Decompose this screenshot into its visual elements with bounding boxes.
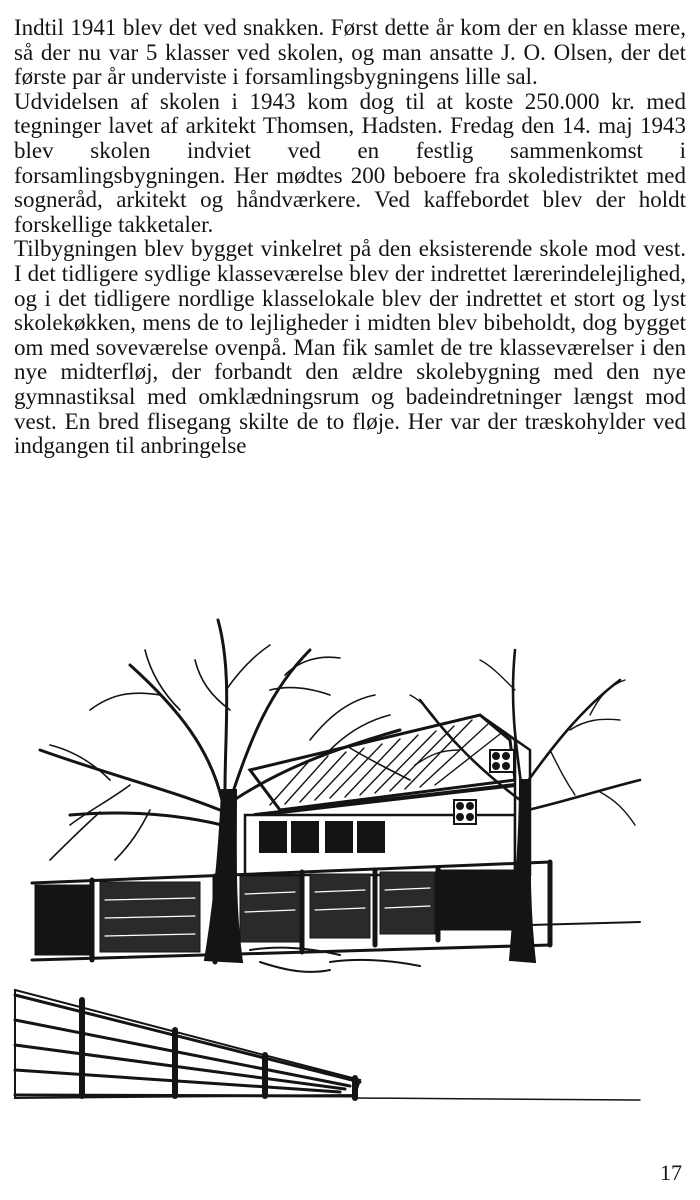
- page-number: 17: [660, 1160, 682, 1185]
- foreground-fence: [15, 990, 640, 1100]
- garden-fence: [32, 862, 640, 962]
- body-text: [14, 16, 686, 459]
- paragraph-3: Tilbygningen blev bygget vinkelret på den eksisterende skole mod vest. I det tidligere sydlige klasseværelse blev der indrettet lærerindelejlighed, og i det tidligere nordlige klasselokale blev der indrettet et stort og lyst skolekøkken, mens de to lejligheder i midten blev bibeholdt, dog bygget om med soveværelse ovenpå. Man fik samlet de tre klasseværelser i den nye midterfløj, der forbandt den ældre skolebygning med den nye gymnastiksal med omklædningsrum og badeindretninger længst mod vest. En bred flisegang skilte de to fløje. Her var der træskohylder ved indgangen til anbringelse: [14, 236, 686, 459]
- school-ink-drawing: [10, 600, 650, 1120]
- paragraph-2: Udvidelsen af skolen i 1943 kom dog til at koste 250.000 kr. med tegninger lavet af arkitekt Thomsen, Hadsten. Fredag den 14. maj 1943 blev skolen indviet ved en festlig sammenkomst i forsamlingsbygningen. Her mødtes 200 beboere fra skoledistriktet med sogneråd, arkitekt og håndværkere. Ved kaffebordet blev der holdt forskellige takketaler.: [14, 88, 686, 237]
- paragraph-1: Indtil 1941 blev det ved snakken. Først dette år kom der en klasse mere, så der nu var 5 klasser ved skolen, og man ansatte J. O. Olsen, der det første par år underviste i forsamlingsbygningens lille sal.: [14, 15, 686, 90]
